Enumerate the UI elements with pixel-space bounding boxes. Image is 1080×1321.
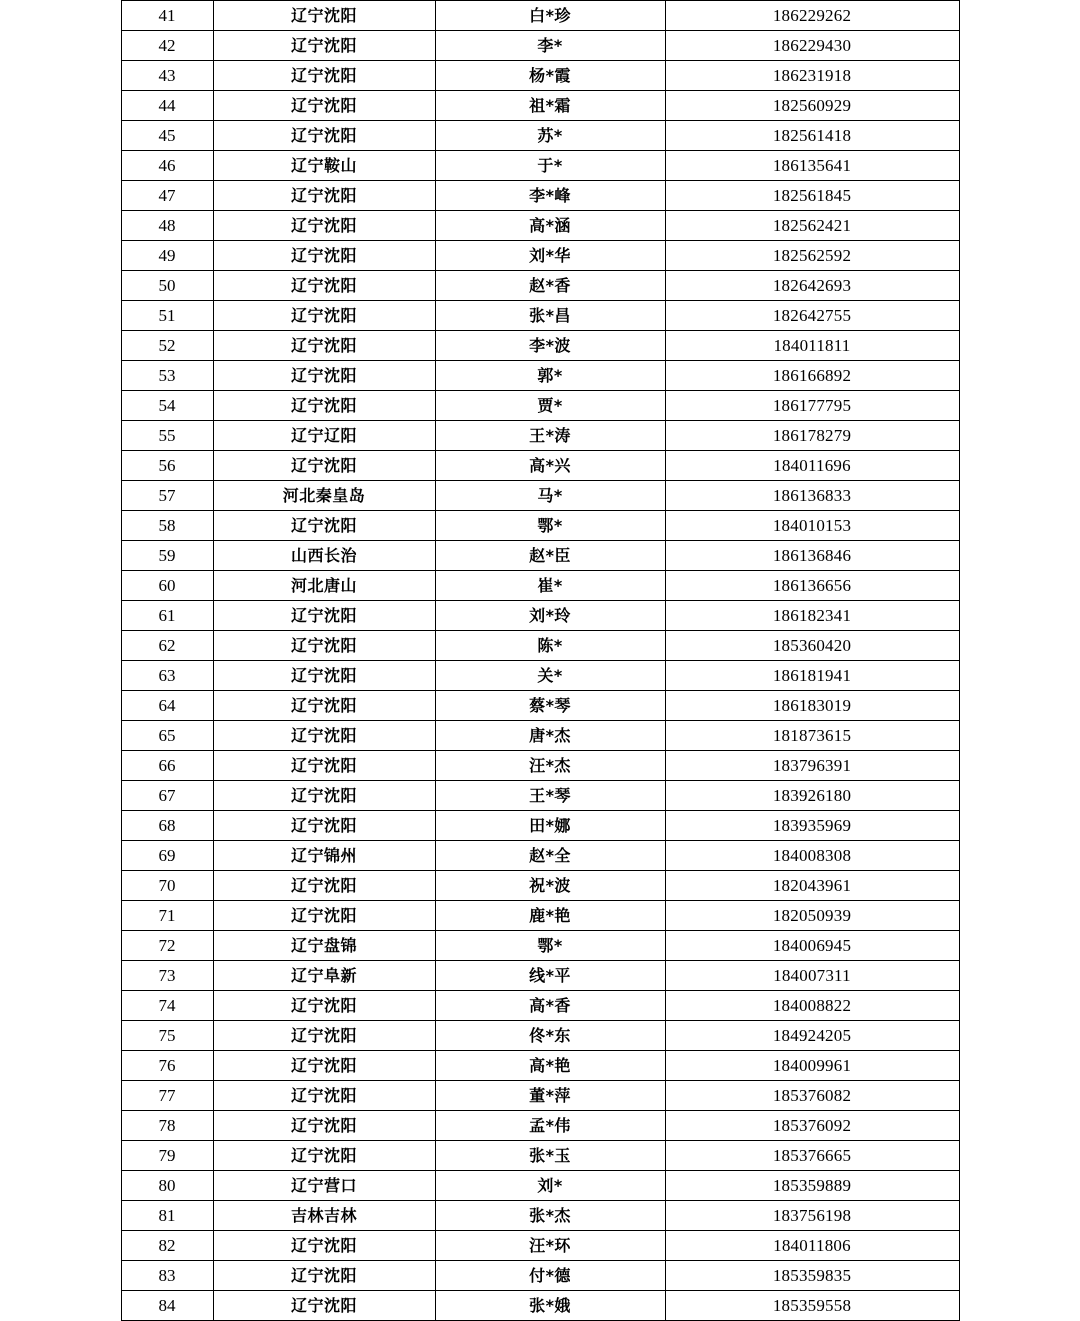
- row-index-cell: 61: [121, 601, 213, 631]
- row-index-cell: 60: [121, 571, 213, 601]
- row-region-cell: 辽宁辽阳: [213, 421, 435, 451]
- row-region-cell: 辽宁沈阳: [213, 511, 435, 541]
- row-name-cell: 崔*: [435, 571, 665, 601]
- table-row: [121, 721, 959, 751]
- row-region-cell: 辽宁沈阳: [213, 1141, 435, 1171]
- row-phone-cell: 182050939: [665, 901, 959, 931]
- row-region-cell: 辽宁锦州: [213, 841, 435, 871]
- roster-table-body: [121, 1, 959, 1321]
- table-row: [121, 841, 959, 871]
- row-region-cell: 辽宁阜新: [213, 961, 435, 991]
- row-phone-cell: 185376665: [665, 1141, 959, 1171]
- row-index-cell: 83: [121, 1261, 213, 1291]
- table-row: [121, 961, 959, 991]
- table-row: [121, 901, 959, 931]
- row-index-cell: 65: [121, 721, 213, 751]
- row-region-cell: 河北秦皇岛: [213, 481, 435, 511]
- row-region-cell: 辽宁沈阳: [213, 781, 435, 811]
- row-phone-cell: 186166892: [665, 361, 959, 391]
- row-name-cell: 孟*伟: [435, 1111, 665, 1141]
- row-index-cell: 57: [121, 481, 213, 511]
- row-name-cell: 祖*霜: [435, 91, 665, 121]
- row-region-cell: 辽宁沈阳: [213, 991, 435, 1021]
- row-phone-cell: 186231918: [665, 61, 959, 91]
- row-index-cell: 41: [121, 1, 213, 31]
- row-phone-cell: 182561845: [665, 181, 959, 211]
- row-region-cell: 辽宁沈阳: [213, 631, 435, 661]
- row-name-cell: 佟*东: [435, 1021, 665, 1051]
- row-phone-cell: 182562592: [665, 241, 959, 271]
- table-row: [121, 1261, 959, 1291]
- row-region-cell: 山西长治: [213, 541, 435, 571]
- row-region-cell: 辽宁沈阳: [213, 391, 435, 421]
- row-phone-cell: 185359889: [665, 1171, 959, 1201]
- table-row: [121, 1111, 959, 1141]
- row-index-cell: 79: [121, 1141, 213, 1171]
- row-index-cell: 82: [121, 1231, 213, 1261]
- table-row: [121, 121, 959, 151]
- row-phone-cell: 182043961: [665, 871, 959, 901]
- row-region-cell: 辽宁沈阳: [213, 61, 435, 91]
- row-index-cell: 75: [121, 1021, 213, 1051]
- row-phone-cell: 185376082: [665, 1081, 959, 1111]
- row-phone-cell: 186177795: [665, 391, 959, 421]
- table-row: [121, 661, 959, 691]
- row-name-cell: 郭*: [435, 361, 665, 391]
- row-name-cell: 高*艳: [435, 1051, 665, 1081]
- row-phone-cell: 184011696: [665, 451, 959, 481]
- row-index-cell: 59: [121, 541, 213, 571]
- table-row: [121, 61, 959, 91]
- row-phone-cell: 186183019: [665, 691, 959, 721]
- row-name-cell: 李*波: [435, 331, 665, 361]
- row-name-cell: 赵*香: [435, 271, 665, 301]
- row-name-cell: 汪*环: [435, 1231, 665, 1261]
- table-row: [121, 31, 959, 61]
- row-name-cell: 贾*: [435, 391, 665, 421]
- row-name-cell: 张*娥: [435, 1291, 665, 1321]
- table-row: [121, 1021, 959, 1051]
- row-phone-cell: 185359835: [665, 1261, 959, 1291]
- row-name-cell: 刘*玲: [435, 601, 665, 631]
- row-phone-cell: 184009961: [665, 1051, 959, 1081]
- row-region-cell: 辽宁沈阳: [213, 901, 435, 931]
- row-phone-cell: 183926180: [665, 781, 959, 811]
- row-name-cell: 关*: [435, 661, 665, 691]
- row-region-cell: 辽宁沈阳: [213, 91, 435, 121]
- table-row: [121, 361, 959, 391]
- table-row: [121, 391, 959, 421]
- row-name-cell: 高*香: [435, 991, 665, 1021]
- table-row: [121, 631, 959, 661]
- row-name-cell: 李*: [435, 31, 665, 61]
- row-name-cell: 蔡*琴: [435, 691, 665, 721]
- row-name-cell: 杨*霞: [435, 61, 665, 91]
- row-phone-cell: 186181941: [665, 661, 959, 691]
- table-row: [121, 211, 959, 241]
- row-index-cell: 48: [121, 211, 213, 241]
- table-row: [121, 1171, 959, 1201]
- table-row: [121, 601, 959, 631]
- row-phone-cell: 186136833: [665, 481, 959, 511]
- row-index-cell: 49: [121, 241, 213, 271]
- row-region-cell: 辽宁沈阳: [213, 601, 435, 631]
- table-row: [121, 451, 959, 481]
- row-region-cell: 辽宁鞍山: [213, 151, 435, 181]
- table-row: [121, 751, 959, 781]
- row-name-cell: 赵*臣: [435, 541, 665, 571]
- row-region-cell: 辽宁沈阳: [213, 751, 435, 781]
- table-row: [121, 511, 959, 541]
- table-row: [121, 271, 959, 301]
- table-row: [121, 541, 959, 571]
- row-phone-cell: 182560929: [665, 91, 959, 121]
- row-phone-cell: 184006945: [665, 931, 959, 961]
- row-phone-cell: 185360420: [665, 631, 959, 661]
- row-name-cell: 汪*杰: [435, 751, 665, 781]
- row-phone-cell: 184007311: [665, 961, 959, 991]
- roster-table: [121, 0, 960, 1321]
- table-row: [121, 1141, 959, 1171]
- row-index-cell: 84: [121, 1291, 213, 1321]
- table-row: [121, 1081, 959, 1111]
- row-region-cell: 辽宁沈阳: [213, 691, 435, 721]
- row-phone-cell: 184010153: [665, 511, 959, 541]
- row-index-cell: 51: [121, 301, 213, 331]
- row-index-cell: 44: [121, 91, 213, 121]
- table-row: [121, 931, 959, 961]
- row-index-cell: 52: [121, 331, 213, 361]
- table-row: [121, 181, 959, 211]
- table-row: [121, 1291, 959, 1321]
- row-index-cell: 54: [121, 391, 213, 421]
- row-phone-cell: 182642693: [665, 271, 959, 301]
- row-phone-cell: 185359558: [665, 1291, 959, 1321]
- row-index-cell: 78: [121, 1111, 213, 1141]
- row-index-cell: 50: [121, 271, 213, 301]
- row-index-cell: 47: [121, 181, 213, 211]
- table-row: [121, 871, 959, 901]
- row-index-cell: 56: [121, 451, 213, 481]
- row-index-cell: 55: [121, 421, 213, 451]
- row-phone-cell: 184924205: [665, 1021, 959, 1051]
- row-name-cell: 于*: [435, 151, 665, 181]
- row-region-cell: 辽宁沈阳: [213, 1111, 435, 1141]
- row-name-cell: 线*平: [435, 961, 665, 991]
- row-index-cell: 63: [121, 661, 213, 691]
- row-index-cell: 67: [121, 781, 213, 811]
- row-region-cell: 辽宁沈阳: [213, 1291, 435, 1321]
- row-name-cell: 赵*全: [435, 841, 665, 871]
- row-region-cell: 辽宁沈阳: [213, 181, 435, 211]
- row-region-cell: 辽宁沈阳: [213, 871, 435, 901]
- row-index-cell: 66: [121, 751, 213, 781]
- table-row: [121, 991, 959, 1021]
- row-index-cell: 72: [121, 931, 213, 961]
- table-row: [121, 571, 959, 601]
- table-row: [121, 1201, 959, 1231]
- row-name-cell: 白*珍: [435, 1, 665, 31]
- table-row: [121, 481, 959, 511]
- row-region-cell: 辽宁沈阳: [213, 1081, 435, 1111]
- row-region-cell: 辽宁沈阳: [213, 301, 435, 331]
- table-row: [121, 151, 959, 181]
- row-region-cell: 辽宁营口: [213, 1171, 435, 1201]
- row-index-cell: 62: [121, 631, 213, 661]
- row-phone-cell: 186136846: [665, 541, 959, 571]
- row-region-cell: 辽宁沈阳: [213, 451, 435, 481]
- row-phone-cell: 182562421: [665, 211, 959, 241]
- row-index-cell: 74: [121, 991, 213, 1021]
- row-index-cell: 68: [121, 811, 213, 841]
- row-region-cell: 辽宁沈阳: [213, 121, 435, 151]
- row-name-cell: 刘*: [435, 1171, 665, 1201]
- row-phone-cell: 185376092: [665, 1111, 959, 1141]
- table-row: [121, 421, 959, 451]
- row-index-cell: 69: [121, 841, 213, 871]
- row-phone-cell: 182561418: [665, 121, 959, 151]
- table-row: [121, 91, 959, 121]
- row-region-cell: 辽宁沈阳: [213, 211, 435, 241]
- row-name-cell: 王*琴: [435, 781, 665, 811]
- row-name-cell: 马*: [435, 481, 665, 511]
- row-region-cell: 辽宁沈阳: [213, 1, 435, 31]
- row-region-cell: 辽宁沈阳: [213, 31, 435, 61]
- row-index-cell: 53: [121, 361, 213, 391]
- row-name-cell: 王*涛: [435, 421, 665, 451]
- row-index-cell: 71: [121, 901, 213, 931]
- row-region-cell: 辽宁沈阳: [213, 361, 435, 391]
- row-index-cell: 70: [121, 871, 213, 901]
- row-phone-cell: 184008822: [665, 991, 959, 1021]
- row-region-cell: 辽宁沈阳: [213, 811, 435, 841]
- row-region-cell: 辽宁沈阳: [213, 721, 435, 751]
- row-phone-cell: 186136656: [665, 571, 959, 601]
- row-region-cell: 辽宁沈阳: [213, 1231, 435, 1261]
- row-index-cell: 64: [121, 691, 213, 721]
- row-region-cell: 辽宁盘锦: [213, 931, 435, 961]
- row-region-cell: 辽宁沈阳: [213, 1261, 435, 1291]
- row-phone-cell: 183796391: [665, 751, 959, 781]
- table-row: [121, 691, 959, 721]
- table-row: [121, 781, 959, 811]
- row-phone-cell: 183756198: [665, 1201, 959, 1231]
- table-row: [121, 1, 959, 31]
- row-index-cell: 45: [121, 121, 213, 151]
- row-phone-cell: 186229262: [665, 1, 959, 31]
- row-index-cell: 46: [121, 151, 213, 181]
- row-name-cell: 唐*杰: [435, 721, 665, 751]
- row-name-cell: 鄂*: [435, 931, 665, 961]
- row-index-cell: 76: [121, 1051, 213, 1081]
- table-row: [121, 301, 959, 331]
- row-phone-cell: 181873615: [665, 721, 959, 751]
- row-phone-cell: 186178279: [665, 421, 959, 451]
- row-name-cell: 张*杰: [435, 1201, 665, 1231]
- row-index-cell: 43: [121, 61, 213, 91]
- row-region-cell: 辽宁沈阳: [213, 271, 435, 301]
- table-row: [121, 811, 959, 841]
- row-index-cell: 58: [121, 511, 213, 541]
- table-row: [121, 1051, 959, 1081]
- row-name-cell: 陈*: [435, 631, 665, 661]
- row-name-cell: 李*峰: [435, 181, 665, 211]
- row-index-cell: 77: [121, 1081, 213, 1111]
- row-region-cell: 辽宁沈阳: [213, 241, 435, 271]
- table-row: [121, 241, 959, 271]
- table-row: [121, 331, 959, 361]
- row-phone-cell: 186229430: [665, 31, 959, 61]
- row-name-cell: 张*玉: [435, 1141, 665, 1171]
- row-name-cell: 张*昌: [435, 301, 665, 331]
- row-region-cell: 辽宁沈阳: [213, 661, 435, 691]
- row-name-cell: 刘*华: [435, 241, 665, 271]
- row-phone-cell: 186182341: [665, 601, 959, 631]
- row-name-cell: 鹿*艳: [435, 901, 665, 931]
- row-phone-cell: 184011811: [665, 331, 959, 361]
- row-name-cell: 董*萍: [435, 1081, 665, 1111]
- row-region-cell: 吉林吉林: [213, 1201, 435, 1231]
- row-phone-cell: 183935969: [665, 811, 959, 841]
- row-phone-cell: 184011806: [665, 1231, 959, 1261]
- row-region-cell: 辽宁沈阳: [213, 331, 435, 361]
- row-name-cell: 鄂*: [435, 511, 665, 541]
- row-phone-cell: 184008308: [665, 841, 959, 871]
- row-name-cell: 高*涵: [435, 211, 665, 241]
- row-index-cell: 42: [121, 31, 213, 61]
- row-phone-cell: 186135641: [665, 151, 959, 181]
- row-region-cell: 河北唐山: [213, 571, 435, 601]
- row-index-cell: 73: [121, 961, 213, 991]
- row-name-cell: 祝*波: [435, 871, 665, 901]
- row-name-cell: 田*娜: [435, 811, 665, 841]
- row-phone-cell: 182642755: [665, 301, 959, 331]
- row-name-cell: 高*兴: [435, 451, 665, 481]
- row-region-cell: 辽宁沈阳: [213, 1021, 435, 1051]
- table-row: [121, 1231, 959, 1261]
- row-name-cell: 苏*: [435, 121, 665, 151]
- row-index-cell: 80: [121, 1171, 213, 1201]
- row-region-cell: 辽宁沈阳: [213, 1051, 435, 1081]
- row-name-cell: 付*德: [435, 1261, 665, 1291]
- row-index-cell: 81: [121, 1201, 213, 1231]
